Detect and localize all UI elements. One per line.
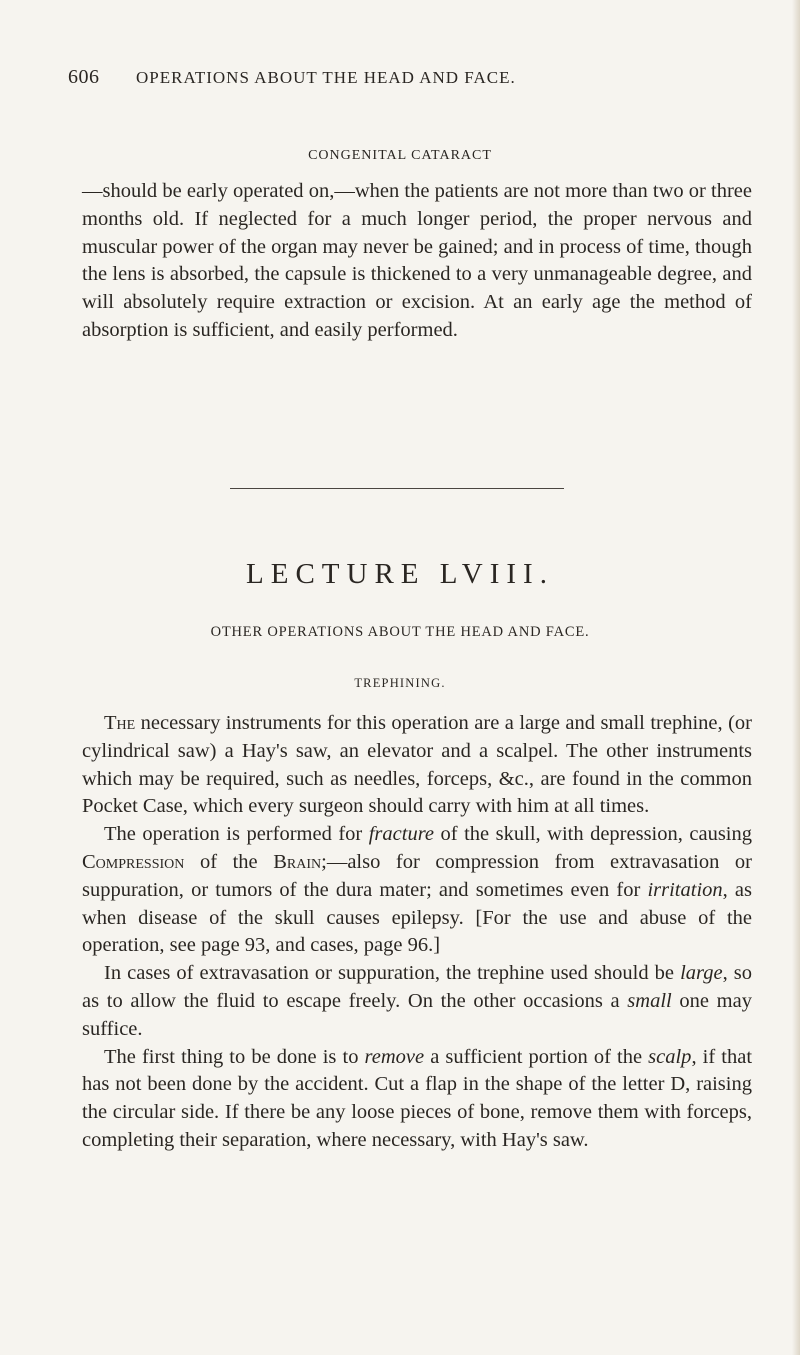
cataract-paragraph: —should be early operated on,—when the patients are not more than two or three months old. If neglected for a much longer period, the proper nervous and muscular power of the organ may never be gained; and in process of time, though the lens is absorbed, the capsule is thickened to a very unmanageable degree, and will absolutely require extraction or excision. At an early age the method of absorption is sufficient, and easily performed. — [82, 180, 752, 341]
paragraph-trephine-size — [82, 960, 752, 1043]
text-run: , so as to allow the fluid to escape freely. On the other occasions a — [82, 962, 752, 1012]
small-caps-term: Brain — [273, 850, 322, 873]
section-divider — [230, 488, 564, 489]
text-run: ;—also for compression from extravasation or suppuration, or tumors of the dura mater; and sometimes even for — [82, 850, 752, 901]
italic-term: fracture — [368, 823, 435, 846]
small-caps-term: Compression — [82, 850, 185, 873]
text-run: a sufficient portion of the — [424, 1045, 649, 1068]
text-run: The first thing to be done is to — [104, 1045, 365, 1068]
paragraph-instruments — [82, 710, 752, 821]
text-run: , if that has not been done by the accident. Cut a flap in the shape of the letter D, raising the circular side. If there be any loose pieces of bone, remove them with forceps, completing their separation, where necessary, with Hay's saw. — [82, 1045, 753, 1151]
trephining-text — [82, 710, 752, 1155]
running-title: OPERATIONS ABOUT THE HEAD AND FACE. — [136, 68, 516, 87]
paragraph-procedure — [82, 1044, 752, 1155]
lecture-title: LECTURE LVIII. — [246, 558, 554, 590]
lead-word: The — [104, 712, 136, 734]
italic-term: irritation — [647, 878, 723, 901]
topic-heading: TREPHINING. — [354, 676, 446, 690]
text-run: , as when disease of the skull causes epilepsy. [For the use and abuse of the operation, see page 93, and cases, page 96.] — [82, 878, 752, 957]
paragraph-text: necessary instruments for this operation are a large and small trephine, (or cylindrical saw) a Hay's saw, an elevator and a scalpel. The other instruments which may be required, such as needles, forceps, &c., are found in the common Pocket Case, which every surgeon should carry with him at all times. — [82, 712, 752, 818]
text-run: of the skull, with depression, causing — [434, 823, 752, 846]
section-heading: CONGENITAL CATARACT — [308, 148, 492, 163]
text-run: The operation is performed for — [104, 823, 369, 846]
paragraph-indications — [82, 821, 752, 960]
italic-term: scalp — [648, 1045, 692, 1068]
italic-term: small — [627, 989, 672, 1012]
italic-term: remove — [364, 1045, 425, 1068]
text-run: one may suffice. — [82, 989, 752, 1040]
running-head — [68, 66, 748, 98]
text-run: of the — [184, 850, 274, 873]
lecture-subtitle: OTHER OPERATIONS ABOUT THE HEAD AND FACE. — [210, 624, 590, 640]
text-run: In cases of extravasation or suppuration, the trephine used should be — [104, 962, 681, 985]
page-number: 606 — [68, 66, 100, 88]
italic-term: large — [680, 962, 723, 985]
